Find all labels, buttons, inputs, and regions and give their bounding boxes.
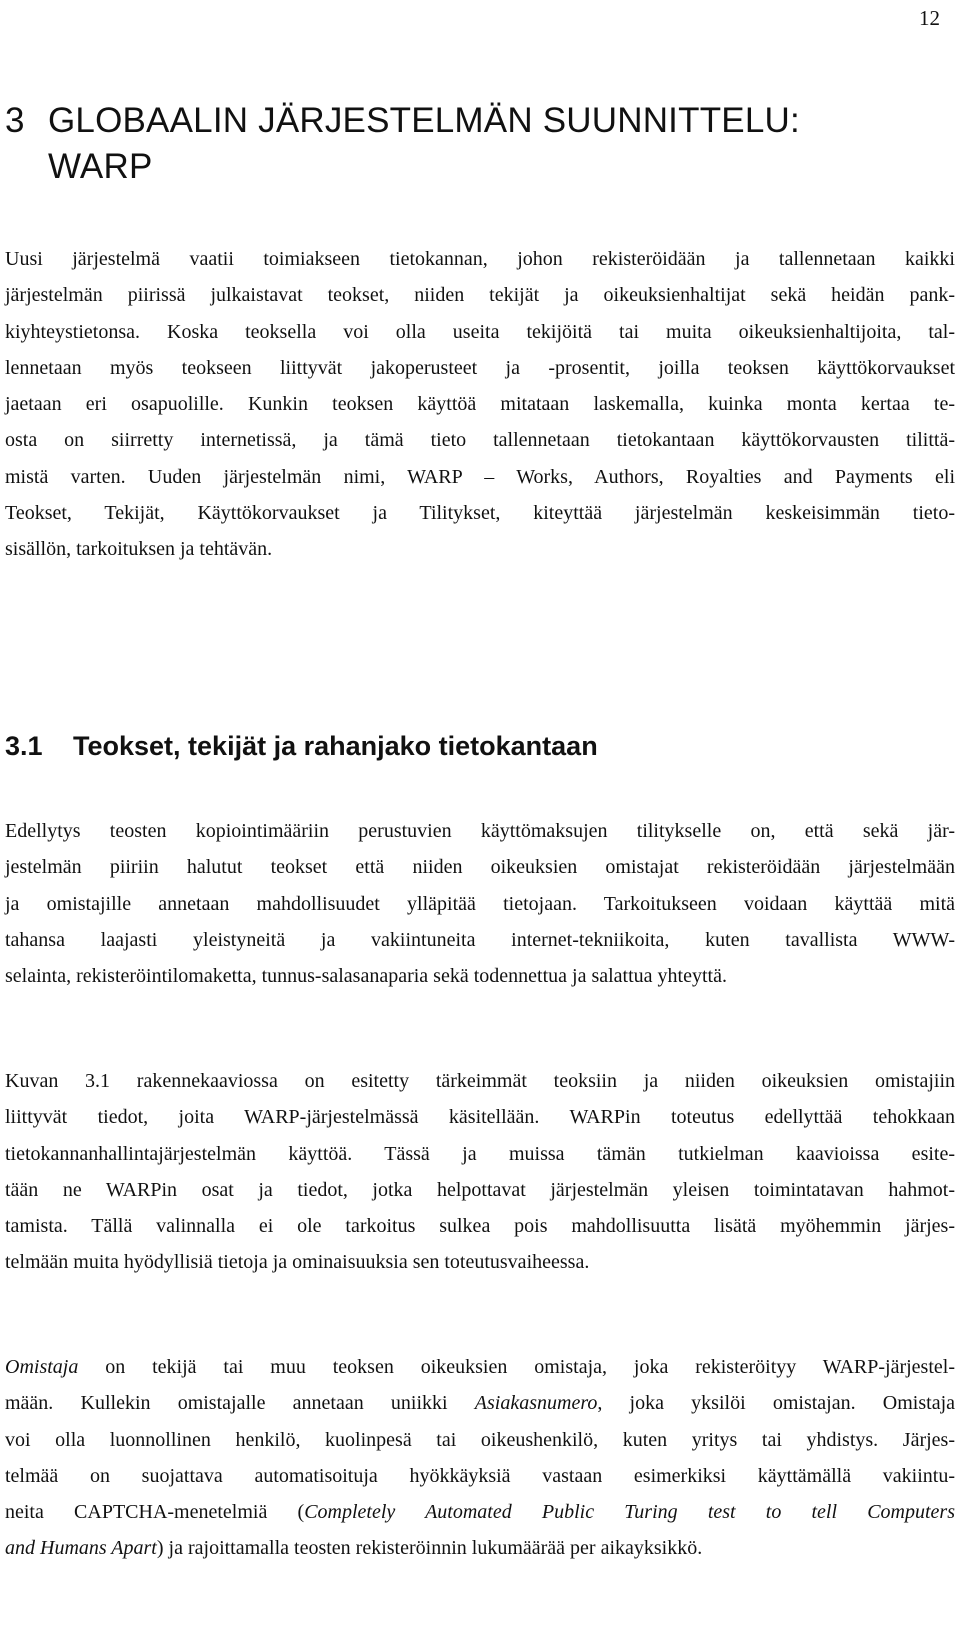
- intro-paragraph: [5, 241, 955, 568]
- text-line: telmää on suojattava automatisoituja hyökkäyksiä vastaan esimerkiksi käyttämällä vakiintu-: [5, 1464, 955, 1487]
- text-line: Uusi järjestelmä vaatii toimiakseen tietokannan, johon rekisteröidään ja tallennetaan kaikki: [5, 248, 955, 270]
- text-line: [5, 1494, 955, 1530]
- page-number: 12: [919, 6, 940, 30]
- text-line: [5, 1349, 955, 1385]
- section-paragraph-1: [5, 813, 955, 994]
- text-line: selainta, rekisteröintilomaketta, tunnus-salasanaparia sekä todennettua ja salattua yhteyttä.: [5, 965, 727, 988]
- text-line: tietokannanhallintajärjestelmän käyttöä. Tässä ja muissa tämän tutkielman kaavioissa esite-: [5, 1142, 955, 1165]
- text-line: tään ne WARPin osat ja tiedot, jotka helpottavat järjestelmän yleisen toimintatavan hahmot-: [5, 1178, 955, 1201]
- term-omistaja: Omistaja: [5, 1356, 79, 1378]
- text-line: jestelmän piiriin halutut teokset että niiden oikeuksien omistajat rekisteröidään järjestelmään: [5, 856, 955, 879]
- chapter-number: 3: [5, 101, 25, 140]
- text-segment: , joka yksilöi omistajan. Omistaja: [597, 1392, 956, 1415]
- text-line: telmään muita hyödyllisiä tietoja ja ominaisuuksia sen toteutusvaiheessa.: [5, 1251, 590, 1274]
- text-line: lennetaan myös teokseen liittyvät jakoperusteet ja -prosentit, joilla teoksen käyttökorvaukset: [5, 356, 955, 379]
- chapter-heading: [5, 98, 945, 190]
- text-line: järjestelmän piirissä julkaistavat teokset, niiden tekijät ja oikeuksienhaltijat sekä heidän pank-: [5, 284, 955, 307]
- text-line: mistä varten. Uuden järjestelmän nimi, WARP – Works, Authors, Royalties and Payments eli: [5, 465, 955, 488]
- text-segment: ) ja rajoittamalla teosten rekisteröinnin lukumäärää per aikayksikkö.: [156, 1537, 703, 1560]
- text-line: voi olla luonnollinen henkilö, kuolinpesä tai oikeushenkilö, kuten yritys tai yhdistys. Järjes-: [5, 1428, 955, 1451]
- text-segment: mään. Kullekin omistajalle annetaan uniikki: [5, 1392, 475, 1415]
- text-line: Kuvan 3.1 rakennekaaviossa on esitetty tärkeimmät teoksiin ja niiden oikeuksien omistajiin: [5, 1070, 955, 1092]
- text-line: [5, 1385, 955, 1421]
- text-segment: on tekijä tai muu teoksen oikeuksien omistaja, joka rekisteröityy WARP-järjestel-: [78, 1356, 955, 1378]
- text-line: sisällön, tarkoituksen ja tehtävän.: [5, 538, 273, 561]
- section-title: Teokset, tekijät ja rahanjako tietokantaan: [73, 731, 598, 761]
- captcha-expansion-part2: and Humans Apart: [5, 1537, 157, 1560]
- text-line: tahansa laajasti yleistyneitä ja vakiintuneita internet-tekniikoita, kuten tavallista WWW-: [5, 928, 955, 951]
- section-number: 3.1: [5, 731, 43, 761]
- text-line: ja omistajille annetaan mahdollisuudet ylläpitää tietojaan. Tarkoitukseen voidaan käyttää mitä: [5, 892, 955, 915]
- section-paragraph-3: [5, 1349, 955, 1567]
- section-heading: [5, 728, 598, 764]
- text-line: liittyvät tiedot, joita WARP-järjestelmässä käsitellään. WARPin toteutus edellyttää tehokkaan: [5, 1106, 955, 1129]
- chapter-title-line2: WARP: [48, 147, 153, 186]
- text-line: kiyhteystietonsa. Koska teoksella voi olla useita tekijöitä tai muita oikeuksienhaltijoita, tal-: [5, 320, 955, 343]
- text-line: tamista. Tällä valinnalla ei ole tarkoitus sulkea pois mahdollisuutta lisätä myöhemmin järjes-: [5, 1215, 955, 1238]
- text-segment: neita CAPTCHA-menetelmiä (: [5, 1501, 305, 1524]
- text-line: Edellytys teosten kopiointimääriin perustuvien käyttömaksujen tilitykselle on, että sekä jär-: [5, 820, 955, 842]
- captcha-expansion-part1: Completely Automated Public Turing test to tell Computers: [304, 1501, 956, 1524]
- section-paragraph-2: [5, 1063, 955, 1281]
- text-line: Teokset, Tekijät, Käyttökorvaukset ja Tilitykset, kiteyttää järjestelmän keskeisimmän tieto-: [5, 502, 955, 525]
- term-asiakasnumero: Asiakasnumero: [474, 1392, 598, 1415]
- text-line: osta on siirretty internetissä, ja tämä tieto tallennetaan tietokantaan käyttökorvausten tilittä-: [5, 429, 955, 452]
- text-line: jaetaan eri osapuolille. Kunkin teoksen käyttöä mitataan laskemalla, kuinka monta kertaa te-: [5, 393, 955, 416]
- text-line: [5, 1530, 955, 1566]
- chapter-title-line1: GLOBAALIN JÄRJESTELMÄN SUUNNITTELU:: [48, 101, 800, 140]
